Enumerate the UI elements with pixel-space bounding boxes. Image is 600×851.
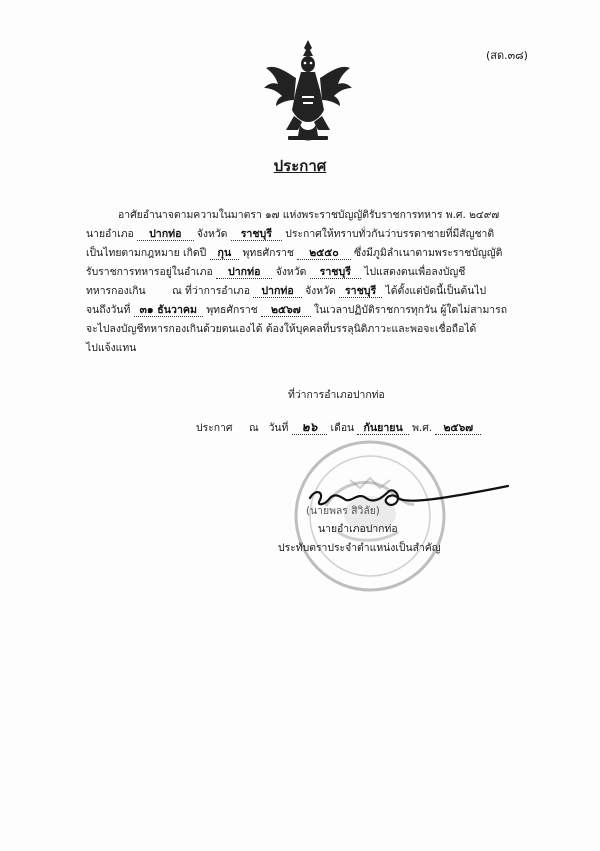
body-line-3: เป็นไทยตามกฎหมาย เกิดปี กุน พุทธศักราช ๒๕๕๐ ซึ่งมีภูมิลำเนาตามพระราชบัญญัติ	[86, 247, 503, 259]
body-line-6: จนถึงวันที่ ๓๑ ธันวาคม พุทธศักราช ๒๕๖๗ ในเวลาปฏิบัติราชการทุกวัน ผู้ใดไม่สามารถ	[86, 304, 507, 316]
district-field: ปากท่อ	[216, 266, 272, 279]
province-field: ราชบุรี	[310, 266, 361, 279]
body-line-5: ทหารกองเกิน ณ ที่ว่าการอำเภอ ปากท่อ จังหวัด ราชบุรี ได้ตั้งแต่บัดนี้เป็นต้นไป	[86, 285, 487, 297]
office-province-field: ราชบุรี	[339, 285, 382, 298]
signatory-position: นายอำเภอปากท่อ	[318, 523, 398, 535]
birth-year-animal-field: กุน	[210, 247, 240, 260]
page-title: ประกาศ	[273, 157, 327, 175]
year-field: ๒๕๖๗	[435, 422, 481, 435]
deadline-date-field: ๓๑ ธันวาคม	[134, 304, 203, 317]
garuda-emblem-icon	[262, 38, 354, 144]
day-field: ๒๖	[292, 420, 328, 435]
signatory-name: (นายพลร สิวิลัย)	[306, 505, 380, 517]
form-code: (สด.๓๘)	[486, 49, 528, 62]
issuer-office: ที่ว่าการอำเภอปากท่อ	[288, 389, 385, 401]
body-line-4: รับราชการทหารอยู่ในอำเภอ ปากท่อ จังหวัด ราชบุรี ไปแสดงตนเพื่อลงบัญชี	[86, 266, 466, 278]
district-field: ปากท่อ	[137, 228, 193, 241]
body-line-2: นายอำเภอ ปากท่อ จังหวัด ราชบุรี ประกาศให้ทราบทั่วกันว่าบรรดาชายที่มีสัญชาติ	[86, 228, 495, 240]
body-line-1: อาศัยอำนาจตามความในมาตรา ๑๗ แห่งพระราชบัญญัติรับราชการทหาร พ.ศ. ๒๔๙๗	[118, 209, 500, 221]
body-line-7: จะไปลงบัญชีทหารกองเกินด้วยตนเองได้ ต้องให้บุคคลที่บรรลุนิติภาวะและพอจะเชื่อถือได้	[86, 323, 477, 335]
seal-note: ประทับตราประจำตำแหน่งเป็นสำคัญ	[278, 542, 441, 554]
month-field: กันยายน	[357, 422, 408, 435]
office-district-field: ปากท่อ	[253, 285, 301, 298]
province-field: ราชบุรี	[231, 228, 282, 241]
date-line: ประกาศ ณ วันที่ ๒๖ เดือน กันยายน พ.ศ. ๒๕๖๗	[196, 420, 481, 435]
birth-year-field: ๒๕๕๐	[297, 247, 351, 260]
deadline-year-field: ๒๕๖๗	[261, 304, 311, 317]
body-line-8: ไปแจ้งแทน	[86, 342, 137, 354]
